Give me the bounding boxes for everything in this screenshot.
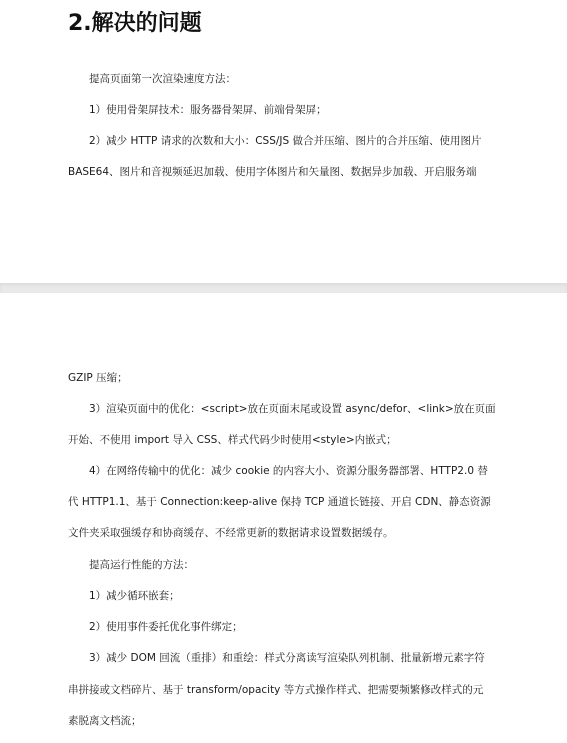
paragraph-line: 素脱离文档流； xyxy=(68,715,142,727)
paragraph-line: 串拼接或文档碎片、基于 transform/opacity 等方式操作样式、把需要频繁修改样式的元 xyxy=(68,684,484,696)
paragraph-line: 3）渲染页面中的优化：<script>放在页面末尾或设置 async/defor、<link>放在页面 xyxy=(89,403,496,415)
paragraph-line: 1）减少循环嵌套； xyxy=(89,590,180,602)
paragraph-line: 3）减少 DOM 回流（重排）和重绘：样式分离读写渲染队列机制、批量新增元素字符 xyxy=(89,652,485,664)
paragraph-line: BASE64、图片和音视频延迟加载、使用字体图片和矢量图、数据异步加载、开启服务端 xyxy=(68,166,477,178)
paragraph-line: 提高页面第一次渲染速度方法： xyxy=(89,73,236,85)
paragraph-line: 1）使用骨架屏技术：服务器骨架屏、前端骨架屏； xyxy=(89,104,327,116)
page-break xyxy=(0,283,567,293)
paragraph-line: 2）使用事件委托优化事件绑定； xyxy=(89,621,243,633)
section-heading: 2.解决的问题 xyxy=(68,11,202,36)
paragraph-line: 2）减少 HTTP 请求的次数和大小：CSS/JS 做合并压缩、图片的合并压缩、使用图片 xyxy=(89,135,482,147)
paragraph-line: GZIP 压缩； xyxy=(68,372,128,384)
paragraph-line: 提高运行性能的方法： xyxy=(89,559,194,571)
paragraph-line: 4）在网络传输中的优化：减少 cookie 的内容大小、资源分服务器部署、HTTP2.0 替 xyxy=(89,465,488,477)
document-page-2 xyxy=(0,293,567,743)
paragraph-line: 开始、不使用 import 导入 CSS、样式代码少时使用<style>内嵌式； xyxy=(68,434,397,446)
paragraph-line: 代 HTTP1.1、基于 Connection:keep-alive 保持 TCP 通道长链接、开启 CDN、静态资源 xyxy=(68,496,491,508)
document-page-1 xyxy=(0,0,567,283)
paragraph-line: 文件夹采取强缓存和协商缓存、不经常更新的数据请求设置数据缓存。 xyxy=(68,527,394,539)
